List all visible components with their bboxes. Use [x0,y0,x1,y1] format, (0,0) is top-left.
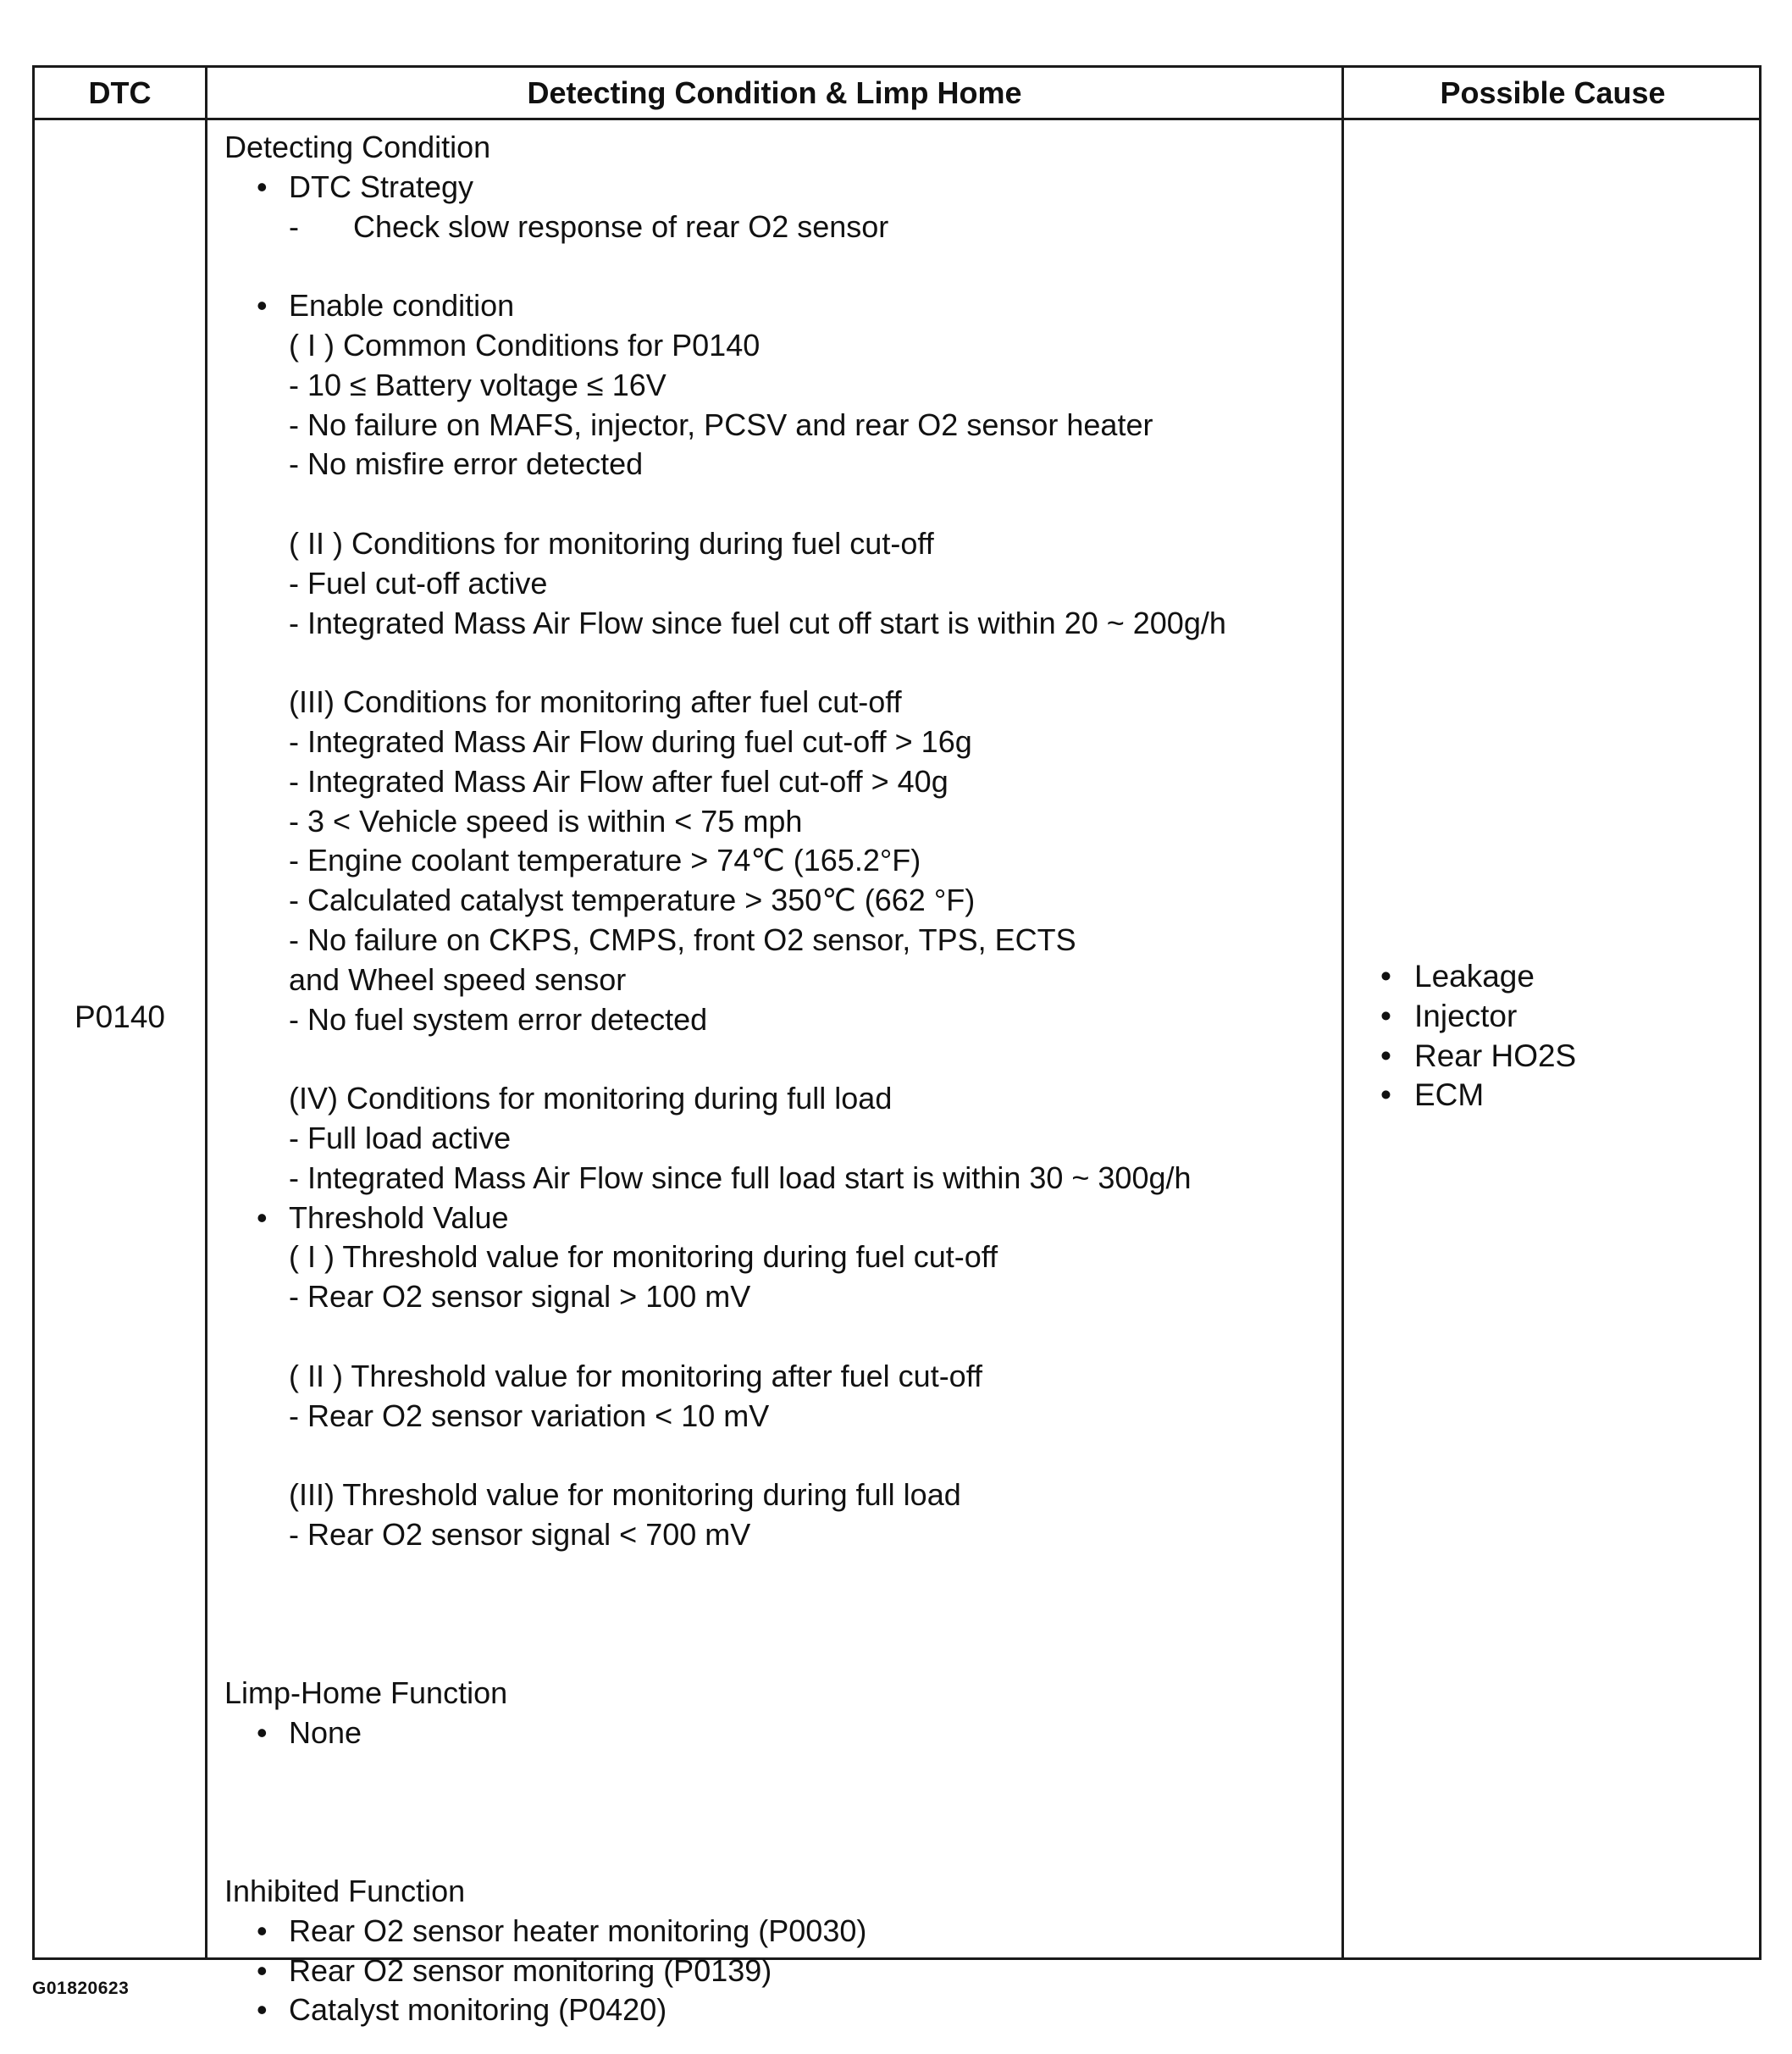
condition-line-text: - Calculated catalyst temperature > 350℃ (662 °F) [289,883,976,918]
condition-line [224,286,1334,326]
bullet-icon: • [1380,959,1391,994]
condition-line [224,326,1334,366]
condition-line [224,1475,1334,1515]
condition-line [224,1357,1334,1397]
blank-line [224,1792,1334,1832]
condition-line-text: - Full load active [289,1120,512,1155]
condition-line [224,524,1334,564]
blank-line [224,1555,1334,1595]
column-divider [205,68,207,1957]
condition-line-text: and Wheel speed sensor [289,961,627,997]
blank-line [224,1594,1334,1634]
condition-line [224,406,1334,446]
header-detecting-condition: Detecting Condition & Limp Home [527,75,1022,110]
condition-line-text: - 10 ≤ Battery voltage ≤ 16V [289,367,666,402]
condition-line [224,1079,1334,1119]
condition-line [224,1674,1334,1714]
condition-line [224,1515,1334,1555]
condition-line-text: ( II ) Threshold value for monitoring after fuel cut-off [289,1358,983,1393]
bullet-icon: • [257,1952,268,1988]
condition-line-text: - Fuel cut-off active [289,565,548,601]
condition-line-text: - No misfire error detected [289,446,644,482]
condition-line-text: - Rear O2 sensor signal > 100 mV [289,1279,751,1315]
condition-line [224,1952,1334,1991]
condition-line [224,881,1334,921]
condition-text-block [224,128,1334,2030]
condition-line-text: Check slow response of rear O2 sensor [353,208,889,244]
condition-line-text: None [289,1714,362,1750]
dash-marker: - [289,208,299,244]
condition-line [224,168,1334,208]
condition-line-text: DTC Strategy [289,169,474,204]
possible-cause-text: Rear HO2S [1414,1038,1577,1073]
condition-line-text: - Integrated Mass Air Flow since full load start is within 30 ~ 300g/h [289,1160,1192,1195]
condition-line-text: ( II ) Conditions for monitoring during fuel cut-off [289,525,934,561]
condition-line-text: Detecting Condition [224,130,491,164]
possible-cause-list [1380,957,1576,1116]
bullet-icon: • [257,1913,268,1948]
blank-line [224,1832,1334,1872]
bullet-icon: • [1380,998,1391,1033]
condition-line-text: - Integrated Mass Air Flow during fuel cut-off > 16g [289,723,972,759]
bullet-icon: • [257,1199,268,1235]
condition-line [224,445,1334,484]
bullet-icon: • [257,288,268,324]
condition-line [224,208,1334,247]
dtc-code: P0140 [75,999,165,1034]
condition-line [224,1912,1334,1952]
possible-cause-text: Leakage [1414,959,1535,994]
blank-line [224,1039,1334,1079]
condition-line-text: Enable condition [289,288,515,324]
condition-line-text: ( I ) Threshold value for monitoring during fuel cut-off [289,1239,998,1275]
condition-line-text: Rear O2 sensor monitoring (P0139) [289,1952,772,1988]
blank-line [224,643,1334,683]
header-dtc: DTC [88,75,152,110]
condition-line [224,802,1334,842]
blank-line [224,484,1334,524]
condition-line [224,1199,1334,1238]
condition-line [224,921,1334,961]
bullet-icon: • [257,1992,268,2028]
header-divider [35,118,1759,120]
possible-cause-text: Injector [1414,998,1518,1033]
possible-cause-item [1380,1037,1576,1077]
possible-cause-item [1380,957,1576,997]
blank-line [224,246,1334,286]
possible-cause-item [1380,997,1576,1037]
condition-line-text: - Integrated Mass Air Flow after fuel cut-off > 40g [289,763,949,799]
condition-line [224,1277,1334,1317]
condition-line-text: Limp-Home Function [224,1675,508,1711]
condition-line-text: - No failure on MAFS, injector, PCSV and rear O2 sensor heater [289,407,1153,442]
condition-line-text: (IV) Conditions for monitoring during full load [289,1081,893,1116]
condition-line-text: - Engine coolant temperature > 74℃ (165.2°F) [289,843,921,878]
blank-line [224,1317,1334,1357]
condition-line [224,1397,1334,1437]
blank-line [224,1436,1334,1475]
condition-line-text: - Rear O2 sensor signal < 700 mV [289,1516,751,1552]
condition-line [224,1872,1334,1912]
condition-line-text: - No fuel system error detected [289,1001,708,1037]
header-possible-cause: Possible Cause [1440,75,1666,110]
condition-line-text: - Integrated Mass Air Flow since fuel cut off start is within 20 ~ 200g/h [289,605,1226,640]
condition-line [224,604,1334,644]
bullet-icon: • [257,169,268,204]
condition-line-text: Catalyst monitoring (P0420) [289,1992,667,2028]
condition-line [224,1990,1334,2030]
bullet-icon: • [1380,1038,1391,1073]
condition-line [224,841,1334,881]
condition-line [224,961,1334,1000]
bullet-icon: • [1380,1077,1391,1113]
condition-line [224,762,1334,802]
condition-line [224,1237,1334,1277]
column-divider [1341,68,1344,1957]
blank-line [224,1634,1334,1674]
condition-line [224,128,1334,168]
condition-line [224,1000,1334,1040]
condition-line [224,683,1334,722]
condition-line-text: (III) Conditions for monitoring after fuel cut-off [289,684,902,720]
condition-line-text: Inhibited Function [224,1874,466,1909]
condition-line [224,564,1334,604]
possible-cause-item [1380,1076,1576,1116]
condition-line [224,1159,1334,1199]
condition-line-text: - Rear O2 sensor variation < 10 mV [289,1398,770,1433]
condition-line-text: - 3 < Vehicle speed is within < 75 mph [289,803,803,839]
blank-line [224,1753,1334,1793]
bullet-icon: • [257,1714,268,1750]
condition-line-text: Rear O2 sensor heater monitoring (P0030) [289,1913,867,1948]
condition-line-text: (III) Threshold value for monitoring during full load [289,1477,961,1513]
condition-line [224,1119,1334,1159]
figure-id: G01820623 [32,1979,130,1998]
possible-cause-text: ECM [1414,1077,1485,1113]
condition-line [224,366,1334,406]
condition-line [224,1714,1334,1753]
condition-line-text: ( I ) Common Conditions for P0140 [289,327,760,363]
condition-line-text: Threshold Value [289,1199,509,1235]
condition-line [224,722,1334,762]
condition-line-text: - No failure on CKPS, CMPS, front O2 sensor, TPS, ECTS [289,922,1076,957]
